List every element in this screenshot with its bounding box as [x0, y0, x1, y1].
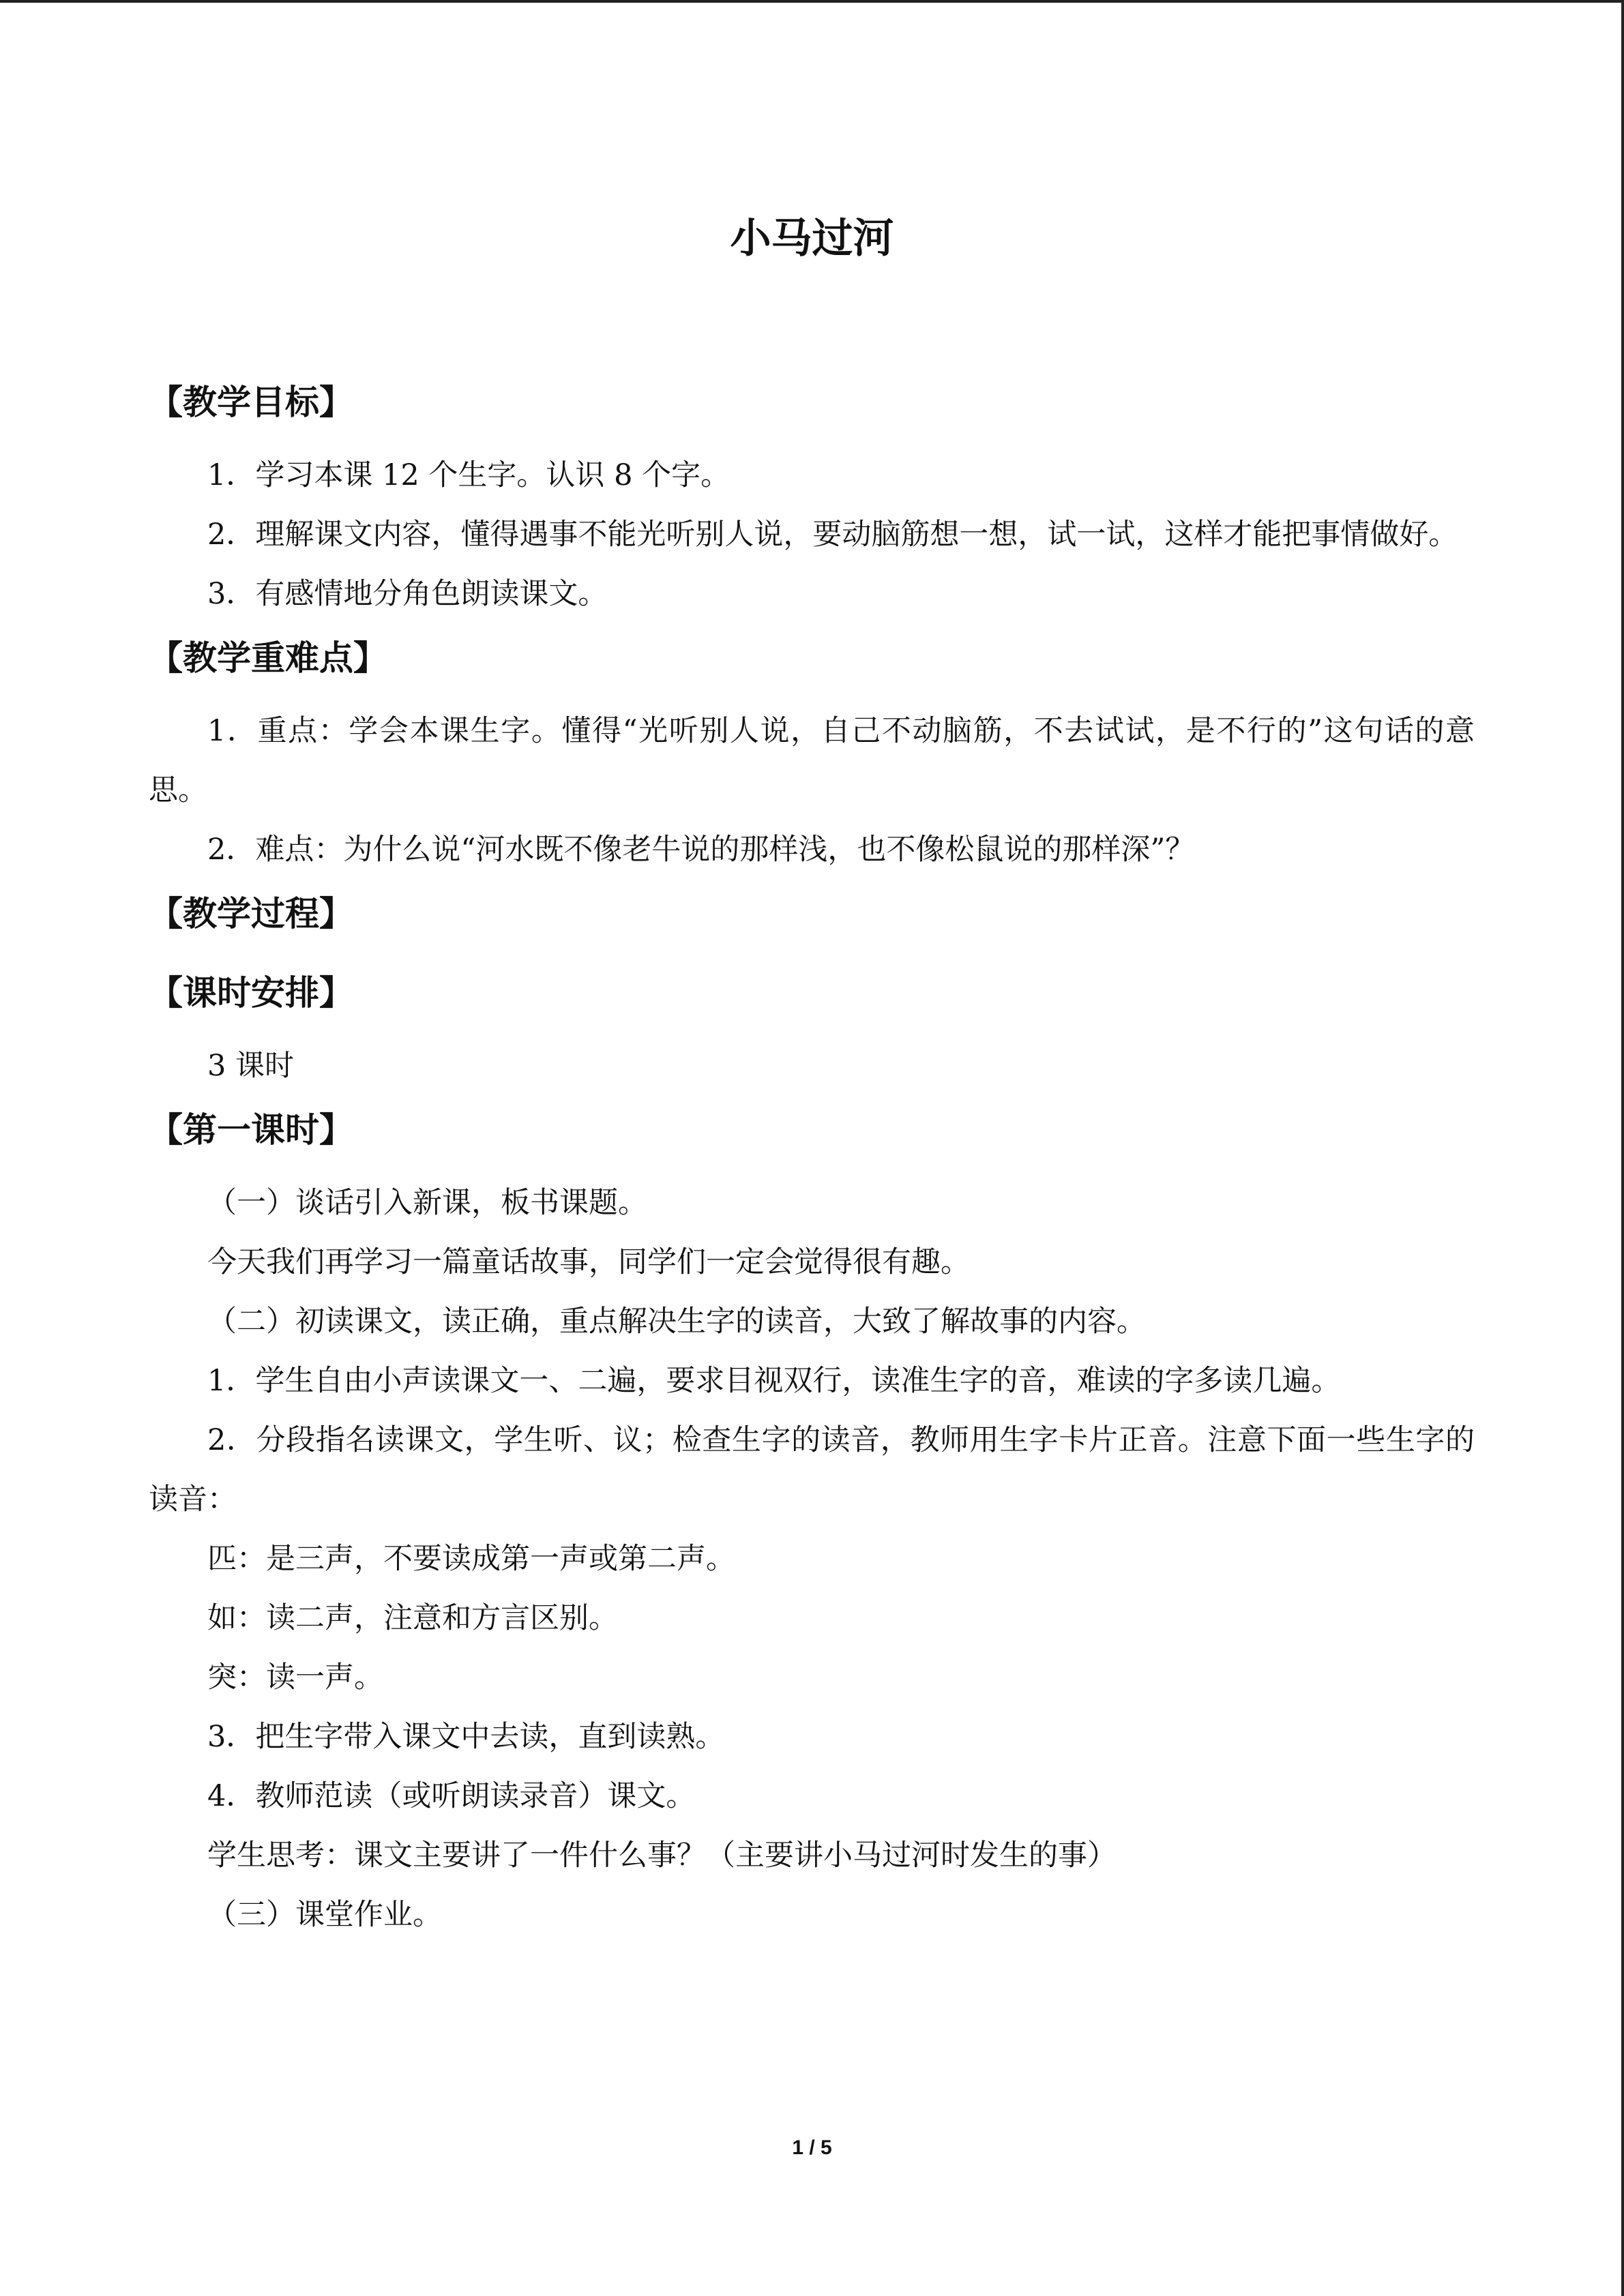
- section-heading-schedule: 【课时安排】: [149, 973, 353, 1013]
- lesson-one-item: 学生思考：课文主要讲了一件什么事？（主要讲小马过河时发生的事）: [207, 1838, 1117, 1873]
- page-right-border: [1621, 0, 1624, 2296]
- goal-item: 3．有感情地分角色朗读课文。: [207, 577, 608, 611]
- section-heading-process: 【教学过程】: [149, 894, 353, 934]
- lesson-one-item: 如：读二声，注意和方言区别。: [207, 1601, 618, 1635]
- goal-item: 2．理解课文内容，懂得遇事不能光听别人说，要动脑筋想一想，试一试，这样才能把事情做好。: [207, 518, 1458, 552]
- section-heading-lesson-one: 【第一课时】: [149, 1110, 353, 1150]
- page-top-border: [0, 0, 1624, 3]
- key-point-item: 1．重点：学会本课生字。懂得“光听别人说，自己不动脑筋，不去试试，是不行的”这句话的意思。: [149, 714, 1475, 807]
- schedule-text: 3 课时: [207, 1049, 295, 1083]
- lesson-one-item: 4．教师范读（或听朗读录音）课文。: [207, 1779, 696, 1813]
- section-heading-goals: 【教学目标】: [149, 383, 353, 422]
- goal-item: 1．学习本课 12 个生字。认识 8 个字。: [207, 458, 730, 492]
- lesson-one-item: 1．学生自由小声读课文一、二遍，要求目视双行，读准生字的音，难读的字多读几遍。: [207, 1364, 1341, 1398]
- lesson-one-item: （二）初读课文，读正确，重点解决生字的读音，大致了解故事的内容。: [207, 1304, 1146, 1339]
- section-heading-key-points: 【教学重难点】: [149, 638, 387, 678]
- lesson-one-item: 匹：是三声，不要读成第一声或第二声。: [207, 1542, 735, 1576]
- key-point-item: 2．难点：为什么说“河水既不像老牛说的那样浅，也不像松鼠说的那样深”？: [207, 833, 1195, 867]
- lesson-one-item: 今天我们再学习一篇童话故事，同学们一定会觉得很有趣。: [207, 1245, 970, 1279]
- lesson-one-item: 2．分段指名读课文，学生听、议；检查生字的读音，教师用生字卡片正音。注意下面一些生字的读音：: [149, 1423, 1475, 1517]
- lesson-one-item: （三）课堂作业。: [207, 1898, 442, 1932]
- lesson-one-item: 3．把生字带入课文中去读，直到读熟。: [207, 1720, 725, 1754]
- lesson-one-item: （一）谈话引入新课，板书课题。: [207, 1186, 647, 1220]
- document-body: [149, 382, 1475, 1945]
- page-number: 1 / 5: [792, 2136, 832, 2159]
- lesson-one-item: 突：读一声。: [207, 1660, 383, 1695]
- document-title: 小马过河: [730, 215, 894, 263]
